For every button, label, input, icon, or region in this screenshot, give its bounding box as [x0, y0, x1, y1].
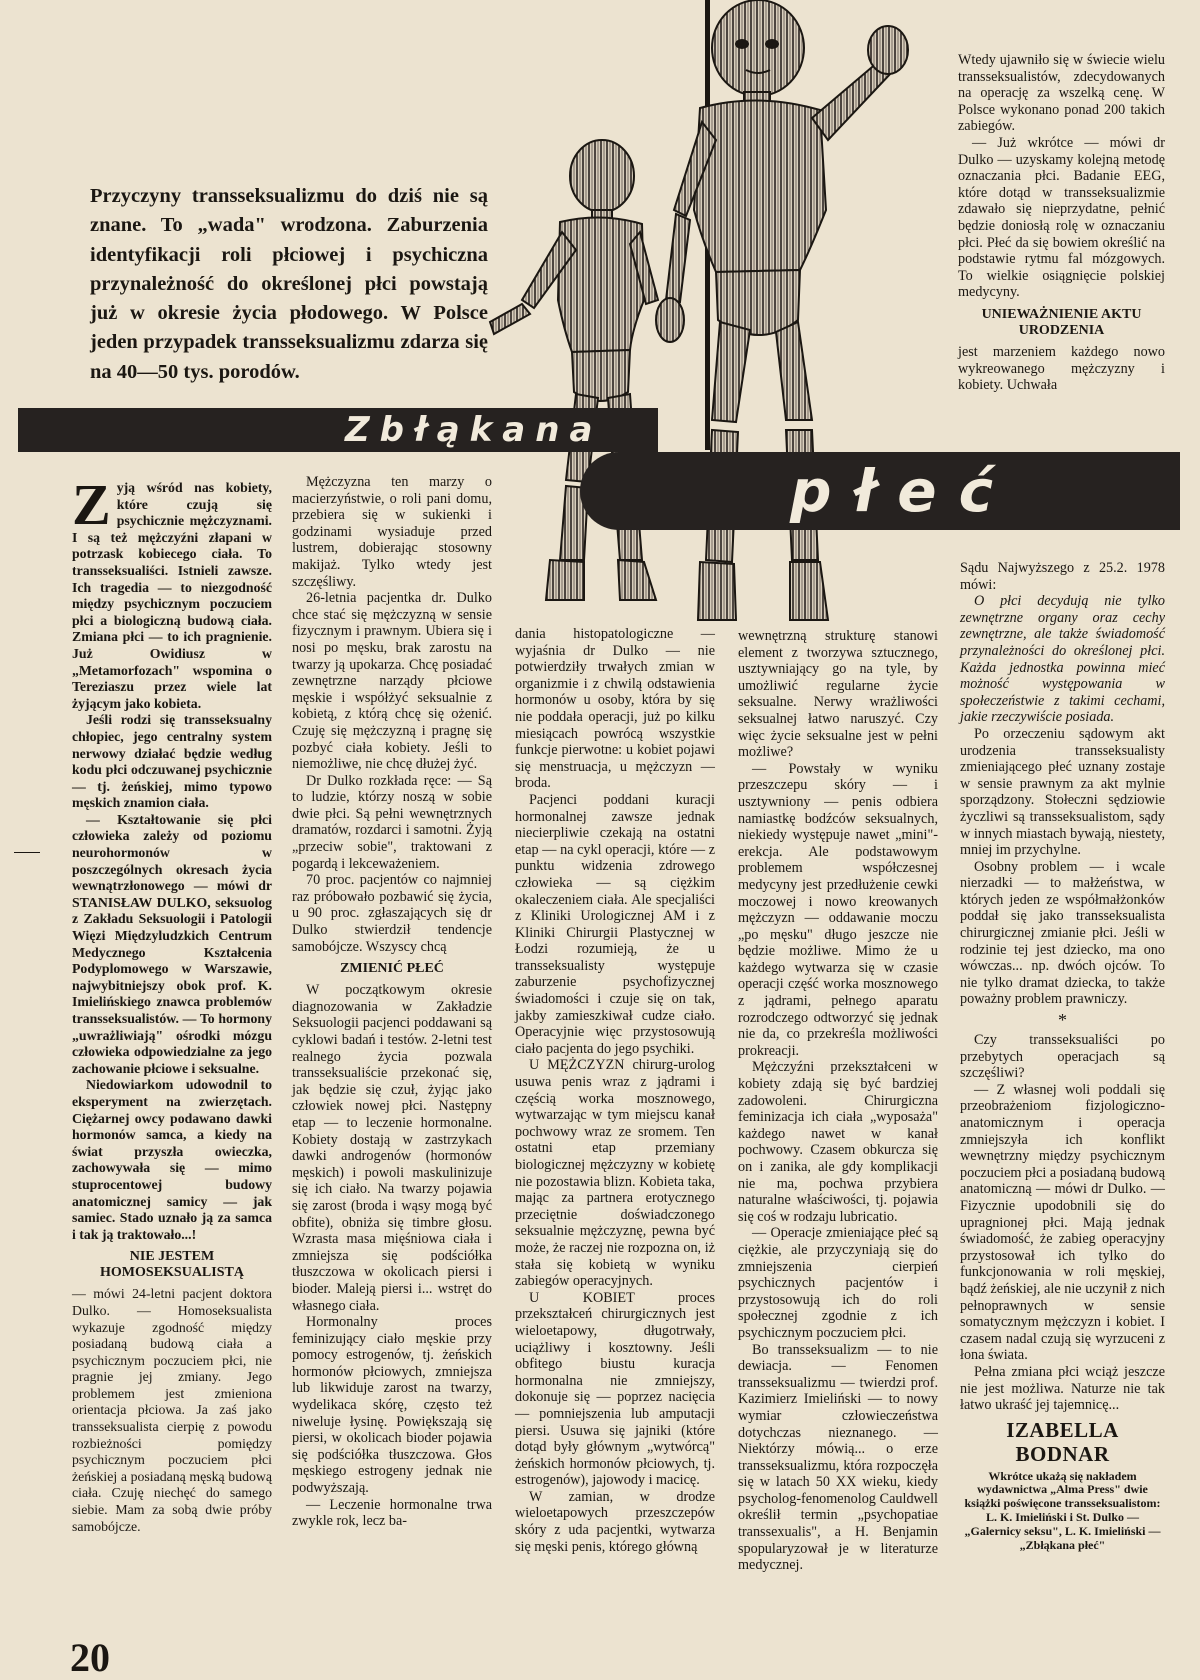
paragraph: 26-letnia pacjentka dr. Dulko chce stać się mężczyzną w sensie fizycznym i prawnym. Ubiera się i nosi po męsku, brak zarostu na twarzy ją upokarza. Chcę posiadać zewnętrzne narządy płciowe męskie i współżyć seksualnie z kobietą, z którą chcę się ożenić. Czuję się mężczyzną i pragnę się pozbyć ciała kobiety. Jeśli to niemożliwe, nie chcę dłużej żyć.: [292, 590, 492, 773]
paragraph: dania histopatologiczne — wyjaśnia dr Dulko — nie potwierdziły trwałych zmian w organizmie i z chwilą odstawienia hormonów u osoby, która by się nie poddała operacji, już po kilku miesiącach powrócą wszystkie funkcje pierwotne: u kobiet pojawi się menstruacja, u mężczyzn — broda.: [515, 626, 715, 792]
paragraph: Jeśli rodzi się transseksualny chłopiec, jego centralny system nerwowy działać będzie według kodu płci odczuwanej psychicznie — tj. żeńskiej, mimo typowo męskich znamion ciała.: [72, 712, 272, 811]
paragraph: — Powstały w wyniku przeszczepu skóry — i usztywniony — penis odbiera namiastkę bodźców seksualnych, niekiedy występuje nawet „mini"- erekcja. Ale podstawowym problemem współczesnej medycyny jest przedłużenie cewki moczowej i nowo kreowanych mężczyzn — oddawanie moczu „po męsku" długo jeszcze nie będzie możliwe. Mimo że u każdego wytwarza się w czasie operacji część worka mosznowego z jądrami, pełnego aparatu rozrodczego odtworzyć się jednak nie da, co przekreśla możliwości prokreacji.: [738, 760, 938, 1059]
paragraph: wewnętrzną strukturę stanowi element z tworzywa sztucznego, usztywniający go na tyle, by umożliwić regularne życie seksualne. Nerwy wrażliwości seksualnej łatwo naruszyć. Czy więc życie seksualne jest w pełni możliwe?: [738, 628, 938, 761]
author-byline: IZABELLA BODNAR: [1006, 1417, 1119, 1466]
paragraph: jest marzeniem każdego nowo wykreowanego mężczyzny i kobiety. Uchwała: [958, 343, 1165, 394]
section-star: *: [1058, 1010, 1067, 1031]
title-word-1: Zbłąkana: [345, 410, 603, 450]
paragraph: Mężczyźni przekształceni w kobiety zdają się być bardziej zadowoleni. Chirurgiczna feminizacja ich ciała „wyposaża" każdego nawet w kanał pochwowy. Czasem obkurcza się on i zanika, ale gdy komplikacji nie ma, pochwa przybiera naturalne właściwości, tj. pojawia się coś w rodzaju lubricatio.: [738, 1059, 938, 1225]
paragraph: 70 proc. pacjentów co najmniej raz próbowało pozbawić się życia, u 90 proc. zgłaszających się dr Dulko stwierdził tendencje samobójcze. Wszyscy chcą: [292, 872, 492, 955]
paragraph: Pacjenci poddani kuracji hormonalnej zawsze jednak niecierpliwie czekają na ostatni etap — na cykl operacji, które — z punktu widzenia zdrowego człowieka — są ciężkim okaleczeniem ciała. Ale specjaliści z Kliniki Urologicznej AM i z Kliniki Chirurgii Plastycznej w Łodzi rozumieją, że u transseksualisty występuje zaburzenie psychofizycznej świadomości i czuje się on tak, jakby zamieszkiwał cudze ciało. Operacyjnie więc przystosowują ciało pacjenta do jego psychiki.: [515, 791, 715, 1057]
paragraph: U MĘŻCZYZN chirurg-urolog usuwa penis wraz z jądrami i częścią worka mosznowego, wytwarzając w tym miejscu kanał pochwowy wraz ze sromem. Ten ostatni etap przemiany biologicznej mężczyzny w kobietę nie pozostawia blizn. Kobieta taka, mając za partnera erotycznego przeciętnie doświadczonego seksualnie mężczyznę, pewna być może, że raczej nie rozpozna on, iż stała się kobietą w wyniku zabiegów operacyjnych.: [515, 1057, 715, 1290]
book-note: Wkrótce ukażą się nakładem wydawnictwa „Alma Press" dwie książki poświęcone transseksualistom: L. K. Imieliński i St. Dulko — „Galernicy seksu", L. K. Imieliński — „Zbłąkana płeć": [964, 1468, 1161, 1552]
paragraph: Niedowiarkom udowodnil to eksperyment na zwierzętach. Ciężarnej owcy podawano dawki hormonów samca, a kiedy na świat przyszła owieczka, zachowywała się — mimo stuprocentowej budowy anatomicznej samicy — jak samiec. Stado uznało ją za samca i tak ją traktowało...!: [72, 1077, 272, 1242]
lead-paragraph: Przyczyny transseksualizmu do dziś nie są znane. To „wada" wrodzona. Zaburzenia identyfikacji roli płciowej i psychiczna przynależność do określonej płci powstają już w okresie życia płodowego. W Polsce jeden przypadek transseksualizmu zdarza się na 40—50 tys. porodów.: [90, 185, 488, 383]
section-heading: UNIEWAŻNIENIE AKTU URODZENIA: [981, 306, 1142, 338]
paragraph: Po orzeczeniu sądowym akt urodzenia transseksualisty zmieniającego płeć uznany zostaje w sensie prawnym za akt mylnie sporządzony. Stołeczni sędziowie życzliwi są transseksualistom, sądy w innych miastach bywają, niestety, mniej im przychylne.: [960, 725, 1165, 859]
paragraph: Hormonalny proces feminizujący ciało męskie przy pomocy estrogenów, tj. żeńskich hormonów płciowych, zmniejsza lub likwiduje zarost na twarzy, wydelikaca skórę, często też niweluje łysinę. Powiększają się piersi, w okolicach bioder pojawia się podściółka tłuszczowa. Głos męskiego estrogeny jednak nie podwyższają.: [292, 1314, 492, 1497]
column-1: [72, 472, 272, 1535]
column-5: [960, 560, 1165, 1552]
intro-paragraph: Zyją wśród nas kobiety, które czują się psychicznie mężczyznami. I są też mężczyźni złapani w potrzask kobiecego ciała. To transseksualiści. Istnieli zawsze. Ich tragedia — to niezgodność między psychicznym poczuciem płci a biologiczną budową ciała. Zmiana płci — to ich pragnienie. Już Owidiusz w „Metamorfozach" wspomina o Tereziaszu przez wiele lat żyjącym jako kobieta.: [72, 472, 272, 711]
paragraph: W zamian, w drodze wieloetapowych przeszczepów skóry z uda pacjentki, wytwarza się męski penis, którego główną: [515, 1488, 715, 1555]
column-2: [292, 474, 492, 1530]
paragraph: Bo transseksualizm — to nie dewiacja. — Fenomen transseksualizmu — twierdzi prof. Kazimierz Imieliński — to nowy wymiar człowieczeństwa dotychczas nieznanego. — Niektórzy mówią... o erze transseksualizmu, która rozpoczęła się w latach 50 XX wieku, kiedy psycholog-fenomenolog Cauldwell określił termin „psychopatiae transsexualis", a H. Benjamin spopularyzował je w literaturze medycznej.: [738, 1341, 938, 1574]
paragraph: — mówi 24-letni pacjent doktora Dulko. — Homoseksualista wykazuje zgodność między posiadaną budową ciała a psychicznym poczuciem płci, nie pragnie jej zmiany. Jego problemem jest zmieniona orientacja płciowa. Ja zaś jako transseksualista cierpię z powodu rozbieżności pomiędzy psychicznym poczuciem płci żeńskiej a posiadaną męską budową ciała. Czuję niechęć do samego siebie. Mam za sobą dwie próby samobójcze.: [72, 1286, 272, 1534]
mannequin-illustration: [480, 0, 960, 650]
paragraph: — Kształtowanie się płci człowieka zależy od poziomu neurohormonów w poszczególnych okresach życia wewnątrzłonowego — mówi dr STANISŁAW DULKO, seksuolog z Zakładu Seksuologii i Patologii Więzi Międzyludzkich Centrum Medycznego Kształcenia Podyplomowego w Warszawie, najwybitniejszy obok prof. K. Imielińskiego znawca problemów transseksualistów. — To hormony „uwrażliwiają" ośrodki mózgu człowieka odpowiedzialne za jego zachowanie płciowe i seksualne.: [72, 811, 272, 1076]
paragraph: Pełna zmiana płci wciąż jeszcze nie jest możliwa. Naturze nie tak łatwo ukraść jej tajemnicę...: [960, 1363, 1165, 1414]
paragraph: Czy transseksualiści po przebytych operacjach są szczęśliwi?: [960, 1032, 1165, 1082]
paragraph: — Leczenie hormonalne trwa zwykle rok, lecz ba-: [292, 1496, 492, 1530]
paragraph: Dr Dulko rozkłada ręce: — Są to ludzie, którzy noszą w sobie dwie płci. Są pełni wewnętrznych dramatów, rozdarci i samotni. Żyją „przeciw sobie", traktowani z pogardą i lekceważeniem.: [292, 772, 492, 872]
drop-cap: Z: [72, 472, 111, 537]
paragraph: — Operacje zmieniające płeć są ciężkie, ale przyczyniają się do zmniejszenia cierpień psychicznych pacjentów i przystosowują ich do roli społecznej zgodnie z ich psychicznym poczuciem płci.: [738, 1225, 938, 1341]
page-number: 20: [70, 1635, 110, 1680]
paragraph: Osobny problem — i wcale nierzadki — to małżeństwa, w których jeden ze współmałżonków poddał się jako transseksualista chirurgicznej zmianie płci. Jeśli w rodzinie tej jest dziecko, ma ono wówczas... np. dwóch ojców. To nie tylko dramat dziecka, to także poważny problem prawniczy.: [960, 858, 1165, 1008]
section-heading: NIE JESTEM HOMOSEKSUALISTĄ: [100, 1249, 244, 1281]
quoted-ruling: O płci decydują nie tylko zewnętrzne organy oraz cechy zewnętrzne, ale także świadomość przynależności do określonej płci. Każda jednostka powinna mieć możność występowania w społeczeństwie z takimi cechami, jakie rzeczywiście posiada.: [960, 593, 1165, 726]
column-4: [738, 628, 938, 1574]
paragraph: — Już wkrótce — mówi dr Dulko — uzyskamy kolejną metodę oznaczania płci. Badanie EEG, które dotąd w transseksualizmie zdawało się nieprzydatne, pełnić będzie doniosłą rolę w oznaczaniu płci. Płeć da się bowiem określić na podstawie rytmu fal mózgowych. To wielkie osiągnięcie polskiej medycyny.: [958, 134, 1165, 301]
paragraph: Sądu Najwyższego z 25.2. 1978 mówi:: [960, 560, 1165, 593]
margin-mark: [14, 852, 40, 853]
paragraph: W początkowym okresie diagnozowania w Zakładzie Seksuologii pacjenci poddawani są cyklowi badań i testów. 2-letni test realnego życia pozwala transseksualiście przekonać się, jak będzie się czuł, żyjąc jako człowiek nowej płci. Następny etap — to leczenie hormonalne. Kobiety dostają w zastrzykach dawki androgenów (hormonów męskich) i powoli maskulinizuje się ich ciało. Na twarzy pojawia się zarost (broda i wąsy mogą być obfite), obniża się timbre głosu. Wzrasta masa mięśniowa ciała i zmniejsza się podściółka tłuszczowa w okolicach piersi i bioder. Maleją piersi i... wstręt do własnego ciała.: [292, 982, 492, 1314]
section-heading: ZMIENIĆ PŁEĆ: [340, 961, 444, 977]
column-3: [515, 626, 715, 1555]
small-mannequin: [490, 140, 658, 600]
paragraph: U KOBIET proces przekształceń chirurgicznych jest wieloetapowy, długotrwały, uciążliwy i kosztowny. Jeśli obfitego biustu kuracja hormonalna nie zmniejszy, dokonuje się — poprzez nacięcia — pomniejszenia lub amputacji piersi. Usuwa się jajniki (które dotąd były głównym „wytwórcą" żeńskich hormonów płciowych, tj. estrogenów), jajowody i macicę.: [515, 1289, 715, 1489]
title-word-2: płeć: [790, 457, 1015, 525]
paragraph: — Z własnej woli poddali się przeobrażeniom fizjologiczno-anatomicznym i operacja zmniejszyła ich konflikt wewnętrzny między psychicznym poczuciem płci a posiadaną budową anatomiczną — mówi dr Dulko. — Fizycznie upodobnili się do upragnionej płci. Mają jednak świadomość, że zabieg operacyjny przystosował ich tylko do funkcjonowania w roli męskiej, bądź żeńskiej, ale nie uczynił z nich pełnoprawnych w sensie somatycznym mężczyzn i kobiet. I czasem nadal czują się wyrzuceni z łona świata.: [960, 1081, 1165, 1364]
paragraph: Mężczyzna ten marzy o macierzyństwie, o roli pani domu, przebiera się w sukienki i godzinami wysiaduje przed lustrem, dobierając stosowny makijaż. Tylko wtedy jest szczęśliwy.: [292, 474, 492, 590]
paragraph: Wtedy ujawniło się w świecie wielu transseksualistów, zdecydowanych na operację za wszelką cenę. W Polsce wykonano ponad 200 takich zabiegów.: [958, 52, 1165, 135]
top-right-column: [958, 52, 1165, 394]
